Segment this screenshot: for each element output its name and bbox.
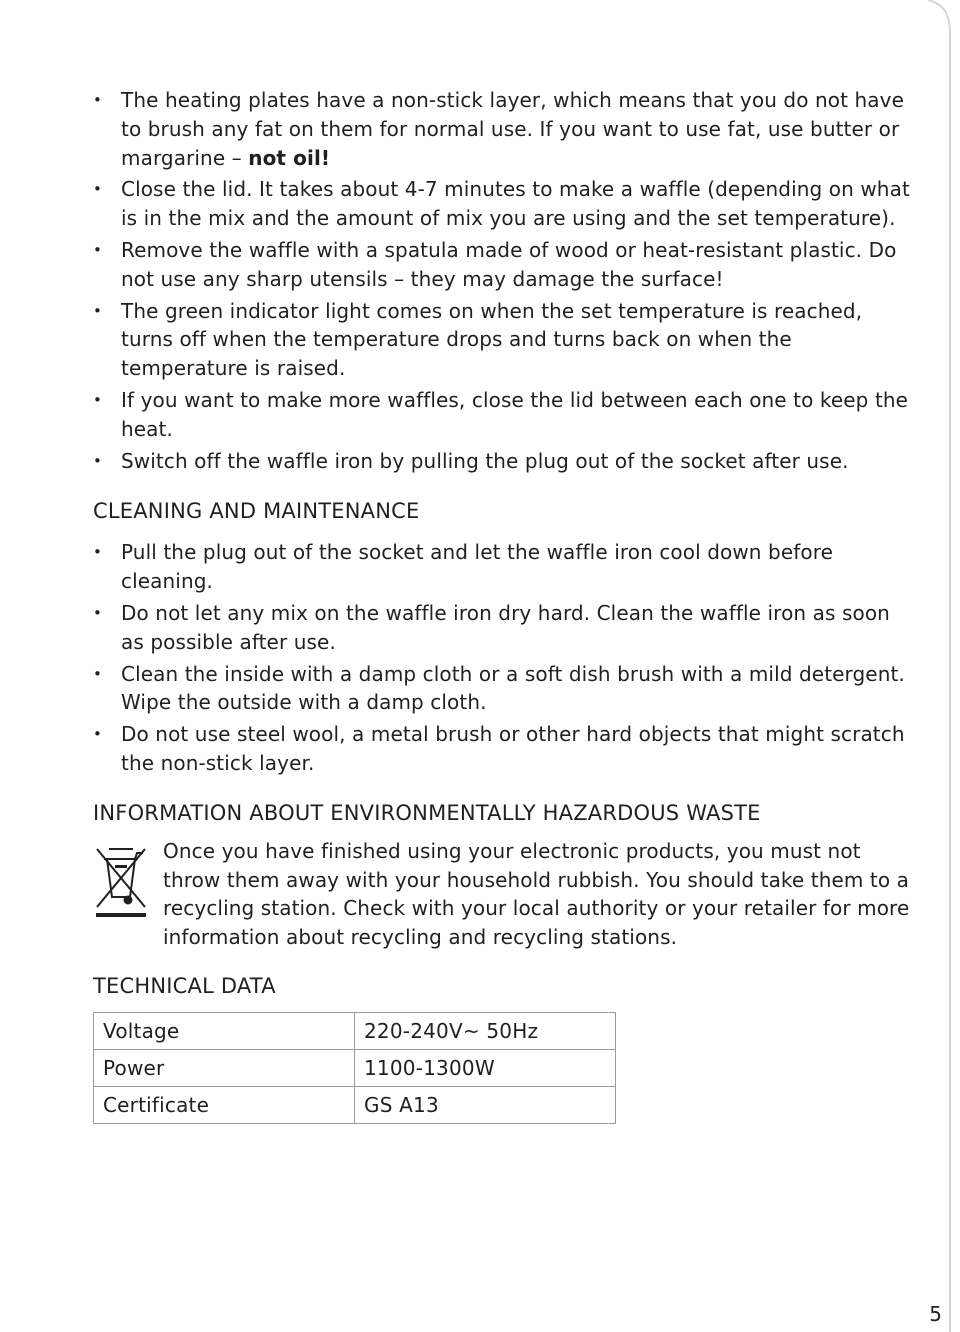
list-item: • Do not use steel wool, a metal brush or other hard objects that might scratch the non-stick layer. [93, 720, 913, 778]
page-number: 5 [929, 1302, 942, 1326]
list-item: • The green indicator light comes on when the set temperature is reached, turns off when the temperature drops and turns back on when the temperature is raised. [93, 297, 913, 383]
cleaning-list [93, 538, 913, 777]
environment-text: Once you have finished using your electronic products, you must not throw them away with your household rubbish. You should take them to a recycling station. Check with your local authority or your retailer for more information about recycling and recycling stations. [163, 838, 910, 950]
list-item: • The heating plates have a non-stick layer, which means that you do not have to brush any fat on them for normal use. If you want to use fat, use butter or margarine – not oil! [93, 86, 913, 172]
environment-section [93, 837, 913, 952]
table-row [94, 1012, 616, 1049]
list-item: • If you want to make more waffles, close the lid between each one to keep the heat. [93, 386, 913, 444]
manual-page [93, 86, 913, 1124]
list-item: • Clean the inside with a damp cloth or a soft dish brush with a mild detergent. Wipe the outside with a damp cloth. [93, 660, 913, 718]
table-row [94, 1049, 616, 1086]
voltage-value: 220-240V~ 50Hz [355, 1012, 616, 1049]
certificate-value: GS A13 [355, 1086, 616, 1123]
technical-data-heading: TECHNICAL DATA [93, 973, 276, 998]
table-row [94, 1086, 616, 1123]
environment-heading: INFORMATION ABOUT ENVIRONMENTALLY HAZARDOUS WASTE [93, 800, 761, 825]
power-value: 1100-1300W [355, 1049, 616, 1086]
technical-data-table [93, 1012, 616, 1124]
usage-instructions-list [93, 86, 913, 475]
crossed-out-wheelie-bin-icon [93, 843, 149, 921]
cleaning-heading: CLEANING AND MAINTENANCE [93, 499, 420, 524]
list-item: • Switch off the waffle iron by pulling the plug out of the socket after use. [93, 447, 913, 476]
power-label: Power [94, 1049, 355, 1086]
voltage-label: Voltage [94, 1012, 355, 1049]
certificate-label: Certificate [94, 1086, 355, 1123]
warning-emphasis: not oil! [248, 145, 331, 170]
page-edge-curve [920, 0, 960, 1332]
list-item: • Pull the plug out of the socket and let the waffle iron cool down before cleaning. [93, 538, 913, 596]
list-item: • Do not let any mix on the waffle iron dry hard. Clean the waffle iron as soon as possible after use. [93, 599, 913, 657]
list-item: • Close the lid. It takes about 4-7 minutes to make a waffle (depending on what is in the mix and the amount of mix you are using and the set temperature). [93, 175, 913, 233]
list-item: • Remove the waffle with a spatula made of wood or heat-resistant plastic. Do not use any sharp utensils – they may damage the surface! [93, 236, 913, 294]
